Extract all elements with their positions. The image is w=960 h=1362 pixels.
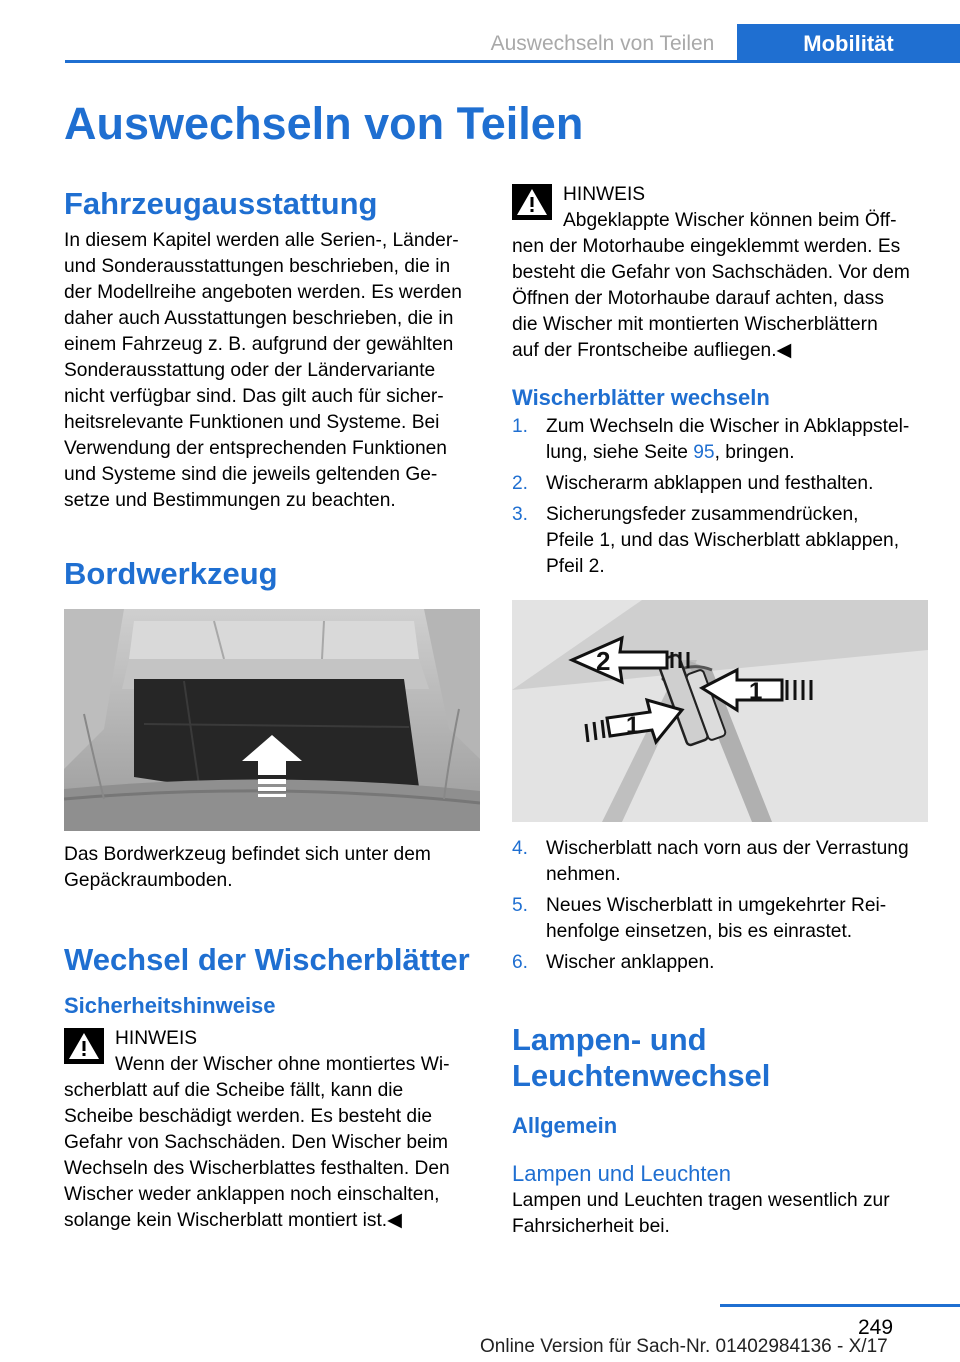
figure-label: 1	[749, 678, 763, 705]
text-line: Wischer weder anklappen noch einschalten,	[64, 1184, 440, 1205]
text-line: Gepäckraumboden.	[64, 870, 233, 891]
fahrzeug-paragraph	[64, 228, 480, 514]
heading-fahrzeugausstattung: Fahrzeugausstattung	[64, 186, 378, 221]
text-line: Scheibe beschädigt werden. Es besteht die	[64, 1106, 433, 1127]
footer-online-version: Online Version für Sach-Nr. 01402984136 - X/17	[480, 1336, 888, 1357]
text-line: solange kein Wischerblatt montiert ist.◀	[64, 1210, 402, 1231]
bordwerkzeug-caption	[64, 842, 480, 894]
text-line: Pfeil 2.	[546, 556, 605, 577]
step-number: 5.	[512, 895, 529, 916]
text-line: die Wischer mit montierten Wischerblättern	[512, 314, 878, 335]
text-line: nicht verfügbar sind. Das gilt auch für sicher-	[64, 386, 444, 407]
text-line: und Systeme sind die jeweils geltenden Ge-	[64, 464, 438, 485]
text-line: auf der Frontscheibe aufliegen.◀	[512, 340, 792, 361]
header-section-title: Auswechseln von Teilen	[490, 32, 715, 55]
right-column	[512, 182, 930, 1240]
text-line: setze und Bestimmungen zu beachten.	[64, 490, 396, 511]
text-line: , bringen.	[714, 442, 795, 463]
page-number: 249	[858, 1316, 894, 1339]
text-line: Pfeile 1, und das Wischerblatt abklappen,	[546, 530, 900, 551]
text-line: daher auch Ausstattungen beschrieben, die in	[64, 308, 454, 329]
step-number: 1.	[512, 416, 529, 437]
steps-list-a	[512, 414, 930, 580]
text-line: henfolge einsetzen, bis es einrastet.	[546, 921, 853, 942]
heading-line: Lampen- und	[512, 1022, 707, 1057]
text-line: Wischer anklappen.	[546, 952, 715, 973]
figure-label: 1	[626, 712, 640, 739]
heading-allgemein: Allgemein	[512, 1113, 618, 1138]
wiper-blade-figure	[512, 600, 928, 822]
footer-rule	[720, 1304, 960, 1307]
text-line: Zum Wechseln die Wischer in Abklappstel-	[546, 416, 910, 437]
warning-label: HINWEIS	[115, 1028, 198, 1049]
heading-sicherheitshinweise: Sicherheitshinweise	[64, 993, 276, 1018]
text-line: Sonderausstattung oder der Ländervariante	[64, 360, 436, 381]
text-line: In diesem Kapitel werden alle Serien-, Länder-	[64, 230, 459, 251]
warning-triangle-icon	[64, 1028, 104, 1064]
text-line: Wischerblatt nach vorn aus der Verrastung	[546, 838, 909, 859]
text-line: heitsrelevante Funktionen und Systeme. Bei	[64, 412, 440, 433]
text-line: Wischerarm abklappen und festhalten.	[546, 473, 874, 494]
step-number: 2.	[512, 473, 529, 494]
page-title: Auswechseln von Teilen	[64, 98, 584, 149]
text-line: Wechseln des Wischerblattes festhalten. Den	[64, 1158, 450, 1179]
step-number: 6.	[512, 952, 529, 973]
warning-box-2	[512, 182, 930, 364]
lampen-paragraph	[512, 1188, 930, 1240]
heading-lampen-leuchtenwechsel	[512, 1022, 930, 1094]
steps-list-b	[512, 836, 930, 976]
text-line: Verwendung der entsprechenden Funktionen	[64, 438, 447, 459]
left-column	[64, 180, 480, 1234]
trunk-floor-image	[64, 609, 480, 831]
text-line: und Sonderausstattungen beschrieben, die in	[64, 256, 451, 277]
text-line: nen der Motorhaube eingeklemmt werden. Es	[512, 236, 901, 257]
heading-wechsel-wischerblaetter: Wechsel der Wischerblätter	[64, 942, 470, 977]
list-item	[512, 502, 930, 580]
text-line: lung, siehe Seite	[546, 442, 694, 463]
heading-bordwerkzeug: Bordwerkzeug	[64, 556, 278, 591]
list-item	[512, 950, 930, 976]
text-line: besteht die Gefahr von Sachschäden. Vor dem	[512, 262, 910, 283]
heading-wischerblaetter-wechseln: Wischerblätter wechseln	[512, 385, 770, 410]
text-line: Sicherungsfeder zusammendrücken,	[546, 504, 859, 525]
list-item	[512, 893, 930, 945]
text-line: Abgeklappte Wischer können beim Öff-	[563, 210, 897, 231]
figure-label: 2	[596, 646, 611, 676]
step-number: 4.	[512, 838, 529, 859]
text-line: einem Fahrzeug z. B. aufgrund der gewählten	[64, 334, 454, 355]
text-line: Neues Wischerblatt in umgekehrter Rei-	[546, 895, 887, 916]
warning-triangle-icon	[512, 184, 552, 220]
warning-label: HINWEIS	[563, 184, 646, 205]
page-link[interactable]: 95	[693, 442, 715, 463]
warning-box-1	[64, 1026, 480, 1234]
text-line: nehmen.	[546, 864, 621, 885]
text-line: Öffnen der Motorhaube darauf achten, dass	[512, 288, 884, 309]
text-line: Fahrsicherheit bei.	[512, 1216, 670, 1237]
step-number: 3.	[512, 504, 529, 525]
text-line: scherblatt auf die Scheibe fällt, kann die	[64, 1080, 404, 1101]
list-item	[512, 836, 930, 888]
heading-line: Leuchtenwechsel	[512, 1058, 771, 1093]
text-line: Wenn der Wischer ohne montiertes Wi-	[115, 1054, 450, 1075]
list-item	[512, 471, 930, 497]
list-item	[512, 414, 930, 466]
text-line: der Modellreihe angeboten werden. Es werden	[64, 282, 462, 303]
heading-lampen-und-leuchten: Lampen und Leuchten	[512, 1161, 731, 1186]
header-chapter-tab[interactable]: Mobilität	[737, 24, 960, 63]
header-rule	[65, 60, 960, 63]
text-line: Gefahr von Sachschäden. Den Wischer beim	[64, 1132, 448, 1153]
text-line: Lampen und Leuchten tragen wesentlich zur	[512, 1190, 890, 1211]
text-line: Das Bordwerkzeug befindet sich unter dem	[64, 844, 431, 865]
